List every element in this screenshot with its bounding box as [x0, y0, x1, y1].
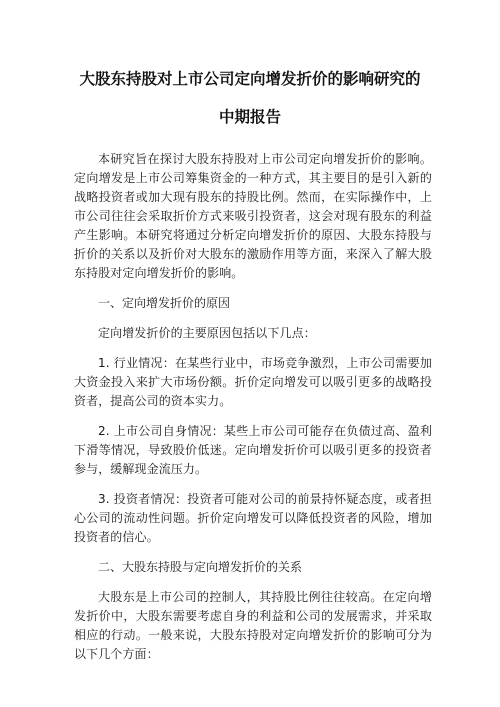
reason-company: 2. 上市公司自身情况：某些上市公司可能存在负债过高、盈利下滑等情况，导致股价低迷。定向增发折价可以吸引更多的投资者参与，缓解现金流压力。 [74, 424, 432, 476]
section-heading-2: 二、大股东持股与定向增发折价的关系 [98, 560, 303, 574]
document-body [74, 150, 432, 675]
reason-industry: 1. 行业情况：在某些行业中，市场竞争激烈，上市公司需要加大资金投入来扩大市场份额。折价定向增发可以吸引更多的战略投资者，提高公司的资本实力。 [74, 356, 432, 408]
reason-investor: 3. 投资者情况：投资者可能对公司的前景持怀疑态度，或者担心公司的流动性问题。折价定向增发可以降低投资者的风险，增加投资者的信心。 [74, 492, 432, 544]
section-1-intro: 定向增发折价的主要原因包括以下几点： [98, 326, 316, 340]
section-heading-1: 一、定向增发折价的原因 [98, 296, 231, 310]
intro-paragraph: 本研究旨在探讨大股东持股对上市公司定向增发折价的影响。定向增发是上市公司筹集资金的一种方式，其主要目的是引入新的战略投资者或加大现有股东的持股比例。然而，在实际操作中，上市公司往往会采取折价方式来吸引投资者，这会对现有股东的利益产生影响。本研究将通过分析定向增发折价的原因、大股东持股与折价的关系以及折价对大股东的激励作用等方面，来深入了解大股东持股对定向增发折价的影响。 [74, 152, 432, 280]
document-title-line-2: 中期报告 [218, 108, 281, 126]
document-title-line-1: 大股东持股对上市公司定向增发折价的影响研究的 [79, 70, 421, 88]
section-2-paragraph: 大股东是上市公司的控制人，其持股比例往往较高。在定向增发折价中，大股东需要考虑自身的利益和公司的发展需求，并采取相应的行动。一般来说，大股东持股对定向增发折价的影响可分为以下几个方面： [74, 590, 432, 661]
